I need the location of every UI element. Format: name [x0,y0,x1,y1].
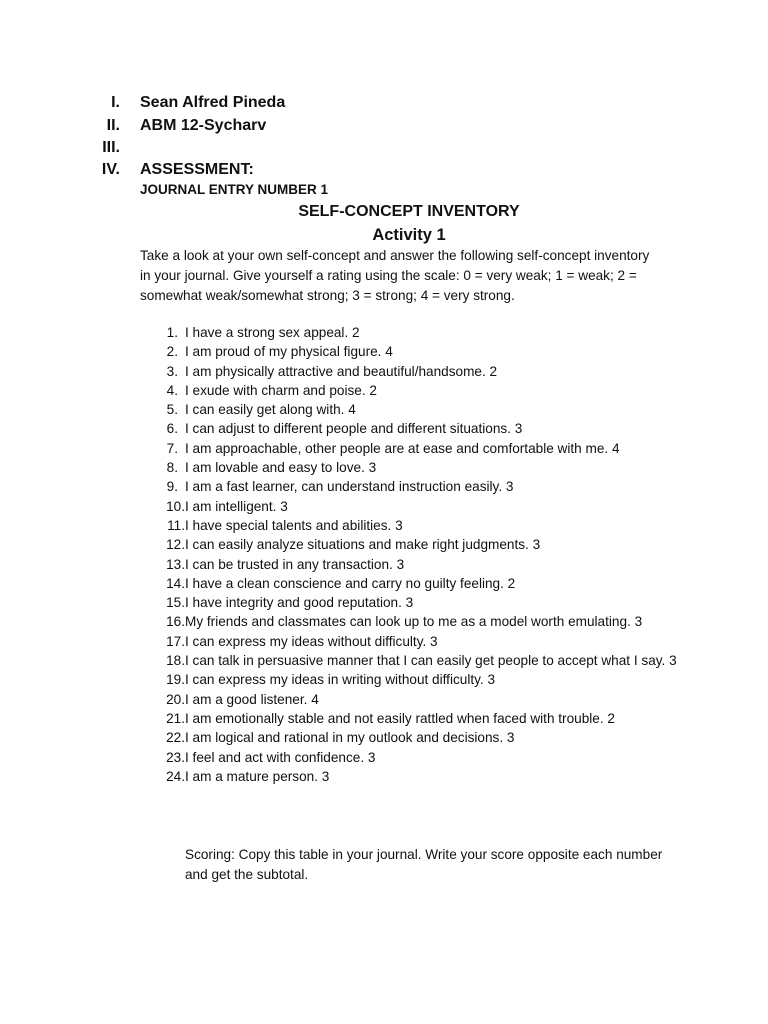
inventory-item-text: I can express my ideas without difficulty. 3 [185,633,438,649]
inventory-item-text: I exude with charm and poise. 2 [185,382,377,398]
inventory-item-number: 14. [166,575,185,591]
inventory-item-text: I have integrity and good reputation. 3 [185,595,414,611]
inventory-item-number: 6. [166,421,178,437]
inventory-item-number: 20. [166,691,185,707]
inventory-item-number: 12. [166,537,185,553]
inventory-item-text: I am intelligent. 3 [185,498,288,514]
inventory-item-number: 18. [166,653,185,669]
inventory-item-number: 24. [166,768,185,784]
inventory-item [140,323,680,342]
inventory-item [140,670,680,689]
inventory-item [140,612,680,631]
inventory-item [140,555,680,574]
inventory-list [140,323,680,786]
inventory-item [140,632,680,651]
inventory-item-text: I am a mature person. 3 [185,768,330,784]
inventory-item-text: I can easily analyze situations and make right judgments. 3 [185,537,541,553]
student-name: Sean Alfred Pineda [140,94,286,111]
inventory-item [140,362,680,381]
inventory-item-number: 21. [166,710,185,726]
inventory-item [140,419,680,438]
inventory-item-number: 13. [166,556,185,572]
activity-title: Activity 1 [372,226,446,244]
inventory-item-text: I have a clean conscience and carry no guilty feeling. 2 [185,575,516,591]
section-name: ABM 12-Sycharv [140,117,267,134]
inventory-item [140,651,680,670]
inventory-item [140,535,680,554]
inventory-item-number: 8. [166,460,178,476]
inventory-item [140,593,680,612]
inventory-item-text: I feel and act with confidence. 3 [185,749,376,765]
roman-numeral-1: I. [111,94,120,111]
inventory-item-number: 1. [166,325,178,340]
inventory-item-text: I am approachable, other people are at ease and comfortable with me. 4 [185,440,620,456]
inventory-item-number: 9. [166,479,178,495]
inventory-item-text: I can talk in persuasive manner that I can easily get people to accept what I say. 3 [185,653,677,669]
inventory-item-text: I have special talents and abilities. 3 [185,517,403,533]
inventory-item-text: I am a fast learner, can understand instruction easily. 3 [185,479,514,495]
inventory-item [140,439,680,458]
inventory-item [140,516,680,535]
inventory-item-number: 23. [166,749,185,765]
journal-entry-label: JOURNAL ENTRY NUMBER 1 [140,182,329,197]
inventory-item [140,767,680,786]
inventory-item [140,342,680,361]
inventory-item-number: 10. [166,498,185,514]
inventory-item [140,497,680,516]
inventory-item-text: I am emotionally stable and not easily rattled when faced with trouble. 2 [185,710,615,726]
inventory-item-text: I can easily get along with. 4 [185,402,356,418]
inventory-item-number: 5. [166,402,178,418]
inventory-item-text: My friends and classmates can look up to me as a model worth emulating. 3 [185,614,643,630]
inventory-item [140,574,680,593]
inventory-title: SELF-CONCEPT INVENTORY [298,203,520,220]
inventory-item [140,709,680,728]
inventory-item-text: I am lovable and easy to love. 3 [185,460,377,476]
inventory-item-number: 3. [166,363,178,379]
inventory-item-text: I am a good listener. 4 [185,691,319,707]
inventory-item [140,748,680,767]
inventory-item-text: I am logical and rational in my outlook and decisions. 3 [185,730,515,746]
inventory-item-text: I have a strong sex appeal. 2 [185,325,360,340]
inventory-item-number: 4. [166,382,178,398]
inventory-item [140,381,680,400]
roman-numeral-3: III. [102,139,120,156]
inventory-item-number: 16. [166,614,185,630]
inventory-item-number: 7. [166,440,178,456]
roman-numeral-4: IV. [101,161,120,178]
inventory-item-text: I can be trusted in any transaction. 3 [185,556,405,572]
roman-numeral-2: II. [106,117,120,134]
inventory-item-text: I can adjust to different people and different situations. 3 [185,421,523,437]
inventory-item-text: I am proud of my physical figure. 4 [185,344,393,360]
inventory-item-number: 17. [166,633,185,649]
assessment-heading: ASSESSMENT: [140,161,254,178]
inventory-item-number: 19. [166,672,185,688]
inventory-item-text: I can express my ideas in writing without difficulty. 3 [185,672,496,688]
inventory-item-number: 22. [166,730,185,746]
inventory-item-text: I am physically attractive and beautiful/handsome. 2 [185,363,498,379]
scoring-instructions: Scoring: Copy this table in your journal. Write your score opposite each number and get the subtotal. [185,847,663,882]
inventory-item-number: 2. [166,344,178,360]
instructions-paragraph: Take a look at your own self-concept and answer the following self-concept inventory in your journal. Give yourself a rating using the scale: 0 = very weak; 1 = weak; 2 = somewhat weak/somewhat strong; 3 = strong; 4 = very strong. [140,248,650,303]
inventory-item-number: 15. [166,595,185,611]
inventory-item [140,690,680,709]
inventory-item [140,728,680,747]
inventory-item [140,477,680,496]
inventory-item [140,458,680,477]
inventory-item-number: 11. [167,517,185,533]
inventory-item [140,400,680,419]
